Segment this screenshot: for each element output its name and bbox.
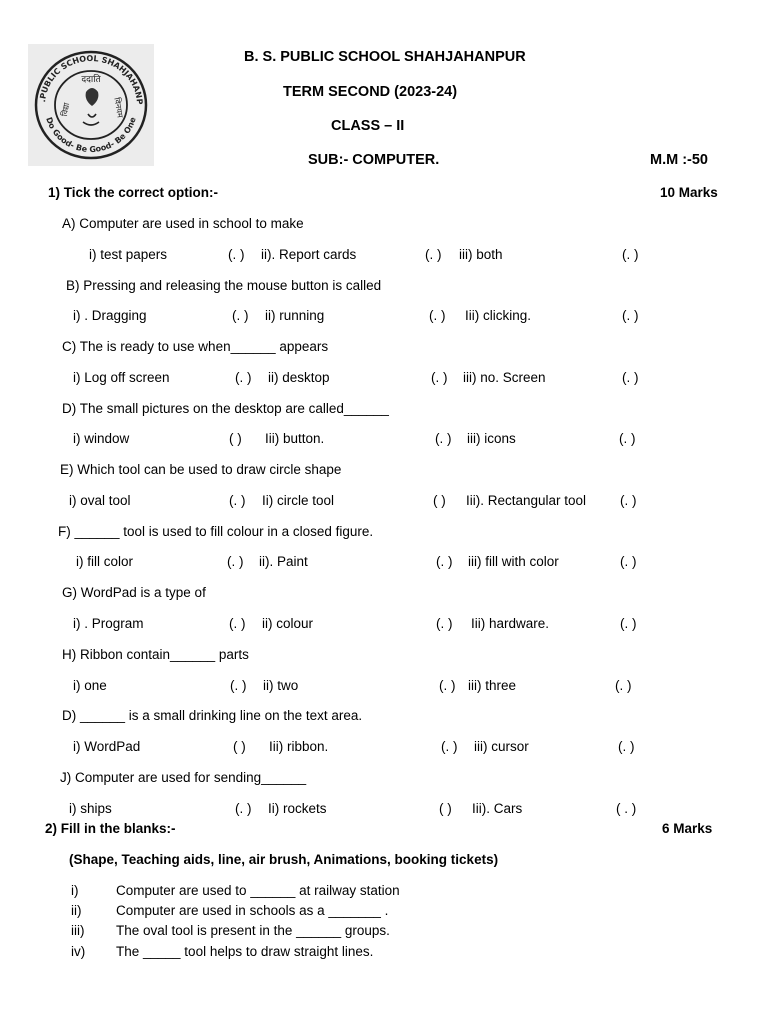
- tick-box-c-2[interactable]: (. ): [431, 370, 448, 385]
- option-j-3: Iii). Cars: [472, 801, 523, 816]
- seal-hindi-right: विनयम: [112, 96, 125, 119]
- tick-box-f-3[interactable]: (. ): [620, 554, 637, 569]
- option-d-3: iii) icons: [467, 431, 516, 446]
- blank-number-4: iv): [71, 944, 86, 959]
- tick-box-i-3[interactable]: (. ): [618, 739, 635, 754]
- option-j-2: Ii) rockets: [268, 801, 327, 816]
- tick-box-g-1[interactable]: (. ): [229, 616, 246, 631]
- question-g: G) WordPad is a type of: [62, 585, 206, 600]
- tick-box-a-3[interactable]: (. ): [622, 247, 639, 262]
- option-d-1: i) window: [73, 431, 130, 446]
- option-c-1: i) Log off screen: [73, 370, 170, 385]
- school-name: B. S. PUBLIC SCHOOL SHAHJAHANPUR: [244, 49, 526, 65]
- option-d-2: Iii) button.: [265, 431, 325, 446]
- fill-in-word-bank: (Shape, Teaching aids, line, air brush, Animations, booking tickets): [69, 852, 499, 867]
- tick-box-h-2[interactable]: (. ): [439, 678, 456, 693]
- term-title: TERM SECOND (2023-24): [283, 84, 458, 100]
- option-i-3: iii) cursor: [474, 739, 529, 754]
- blank-number-1: i): [71, 883, 79, 898]
- option-c-3: iii) no. Screen: [463, 370, 546, 385]
- tick-box-f-1[interactable]: (. ): [227, 554, 244, 569]
- seal-hindi-left: विद्या: [59, 102, 72, 118]
- option-g-3: Iii) hardware.: [471, 616, 550, 631]
- section2-title: 2) Fill in the blanks:-: [45, 821, 176, 836]
- blank-number-2: ii): [71, 903, 82, 918]
- tick-box-j-1[interactable]: (. ): [235, 801, 252, 816]
- blank-item-2: Computer are used in schools as a _______ .: [116, 903, 389, 918]
- question-h: H) Ribbon contain______ parts: [62, 647, 249, 662]
- tick-box-e-1[interactable]: (. ): [229, 493, 246, 508]
- option-i-2: Iii) ribbon.: [269, 739, 329, 754]
- question-a: A) Computer are used in school to make: [62, 216, 304, 231]
- blank-item-1: Computer are used to ______ at railway station: [116, 883, 400, 898]
- option-b-2: ii) running: [265, 308, 325, 323]
- option-b-1: i) . Dragging: [73, 308, 147, 323]
- tick-box-b-2[interactable]: (. ): [429, 308, 446, 323]
- tick-box-j-2[interactable]: ( ): [439, 801, 452, 816]
- tick-box-b-1[interactable]: (. ): [232, 308, 249, 323]
- school-seal-logo: [28, 44, 154, 166]
- class-title: CLASS – II: [331, 118, 405, 134]
- option-a-2: ii). Report cards: [261, 247, 357, 262]
- option-c-2: ii) desktop: [268, 370, 330, 385]
- option-j-1: i) ships: [69, 801, 112, 816]
- tick-box-e-2[interactable]: ( ): [433, 493, 446, 508]
- tick-box-g-2[interactable]: (. ): [436, 616, 453, 631]
- question-b: B) Pressing and releasing the mouse button is called: [66, 278, 382, 293]
- seal-bottom-text: Do Good- Be Good- Be One: [44, 116, 138, 155]
- tick-box-c-1[interactable]: (. ): [235, 370, 252, 385]
- tick-box-c-3[interactable]: (. ): [622, 370, 639, 385]
- question-d: D) The small pictures on the desktop are called______: [62, 401, 389, 416]
- seal-hindi-top: ददाति: [81, 75, 101, 85]
- section2-marks: 6 Marks: [662, 821, 713, 836]
- seal-top-text: .PUBLIC SCHOOL SHAHJAHANP: [38, 53, 145, 105]
- option-f-3: iii) fill with color: [468, 554, 559, 569]
- seal-icon: [28, 44, 154, 166]
- tick-box-d-2[interactable]: (. ): [435, 431, 452, 446]
- tick-box-g-3[interactable]: (. ): [620, 616, 637, 631]
- option-i-1: i) WordPad: [73, 739, 141, 754]
- option-h-1: i) one: [73, 678, 107, 693]
- option-a-1: i) test papers: [89, 247, 168, 262]
- tick-box-i-1[interactable]: ( ): [233, 739, 246, 754]
- tick-box-a-1[interactable]: (. ): [228, 247, 245, 262]
- tick-box-h-3[interactable]: (. ): [615, 678, 632, 693]
- section1-title: 1) Tick the correct option:-: [48, 185, 219, 200]
- option-e-2: Ii) circle tool: [262, 493, 335, 508]
- tick-box-d-1[interactable]: ( ): [229, 431, 242, 446]
- option-f-2: ii). Paint: [259, 554, 308, 569]
- max-marks: M.M :-50: [650, 152, 708, 168]
- option-g-1: i) . Program: [73, 616, 144, 631]
- option-h-3: iii) three: [468, 678, 517, 693]
- subject-title: SUB:- COMPUTER.: [308, 152, 440, 168]
- tick-box-b-3[interactable]: (. ): [622, 308, 639, 323]
- blank-item-3: The oval tool is present in the ______ groups.: [116, 923, 390, 938]
- question-i: D) ______ is a small drinking line on the text area.: [62, 708, 363, 723]
- question-j: J) Computer are used for sending______: [60, 770, 307, 785]
- section1-marks: 10 Marks: [660, 185, 718, 200]
- question-f: F) ______ tool is used to fill colour in a closed figure.: [58, 524, 374, 539]
- option-e-1: i) oval tool: [69, 493, 131, 508]
- tick-box-e-3[interactable]: (. ): [620, 493, 637, 508]
- option-e-3: Iii). Rectangular tool: [466, 493, 587, 508]
- option-g-2: ii) colour: [262, 616, 314, 631]
- blank-number-3: iii): [71, 923, 85, 938]
- blank-item-4: The _____ tool helps to draw straight lines.: [116, 944, 374, 959]
- option-a-3: iii) both: [459, 247, 503, 262]
- option-f-1: i) fill color: [76, 554, 134, 569]
- option-h-2: ii) two: [263, 678, 299, 693]
- tick-box-d-3[interactable]: (. ): [619, 431, 636, 446]
- tick-box-i-2[interactable]: (. ): [441, 739, 458, 754]
- question-c: C) The is ready to use when______ appears: [62, 339, 329, 354]
- option-b-3: Iii) clicking.: [465, 308, 532, 323]
- tick-box-h-1[interactable]: (. ): [230, 678, 247, 693]
- tick-box-f-2[interactable]: (. ): [436, 554, 453, 569]
- tick-box-a-2[interactable]: (. ): [425, 247, 442, 262]
- tick-box-j-3[interactable]: ( . ): [616, 801, 637, 816]
- question-e: E) Which tool can be used to draw circle shape: [60, 462, 342, 477]
